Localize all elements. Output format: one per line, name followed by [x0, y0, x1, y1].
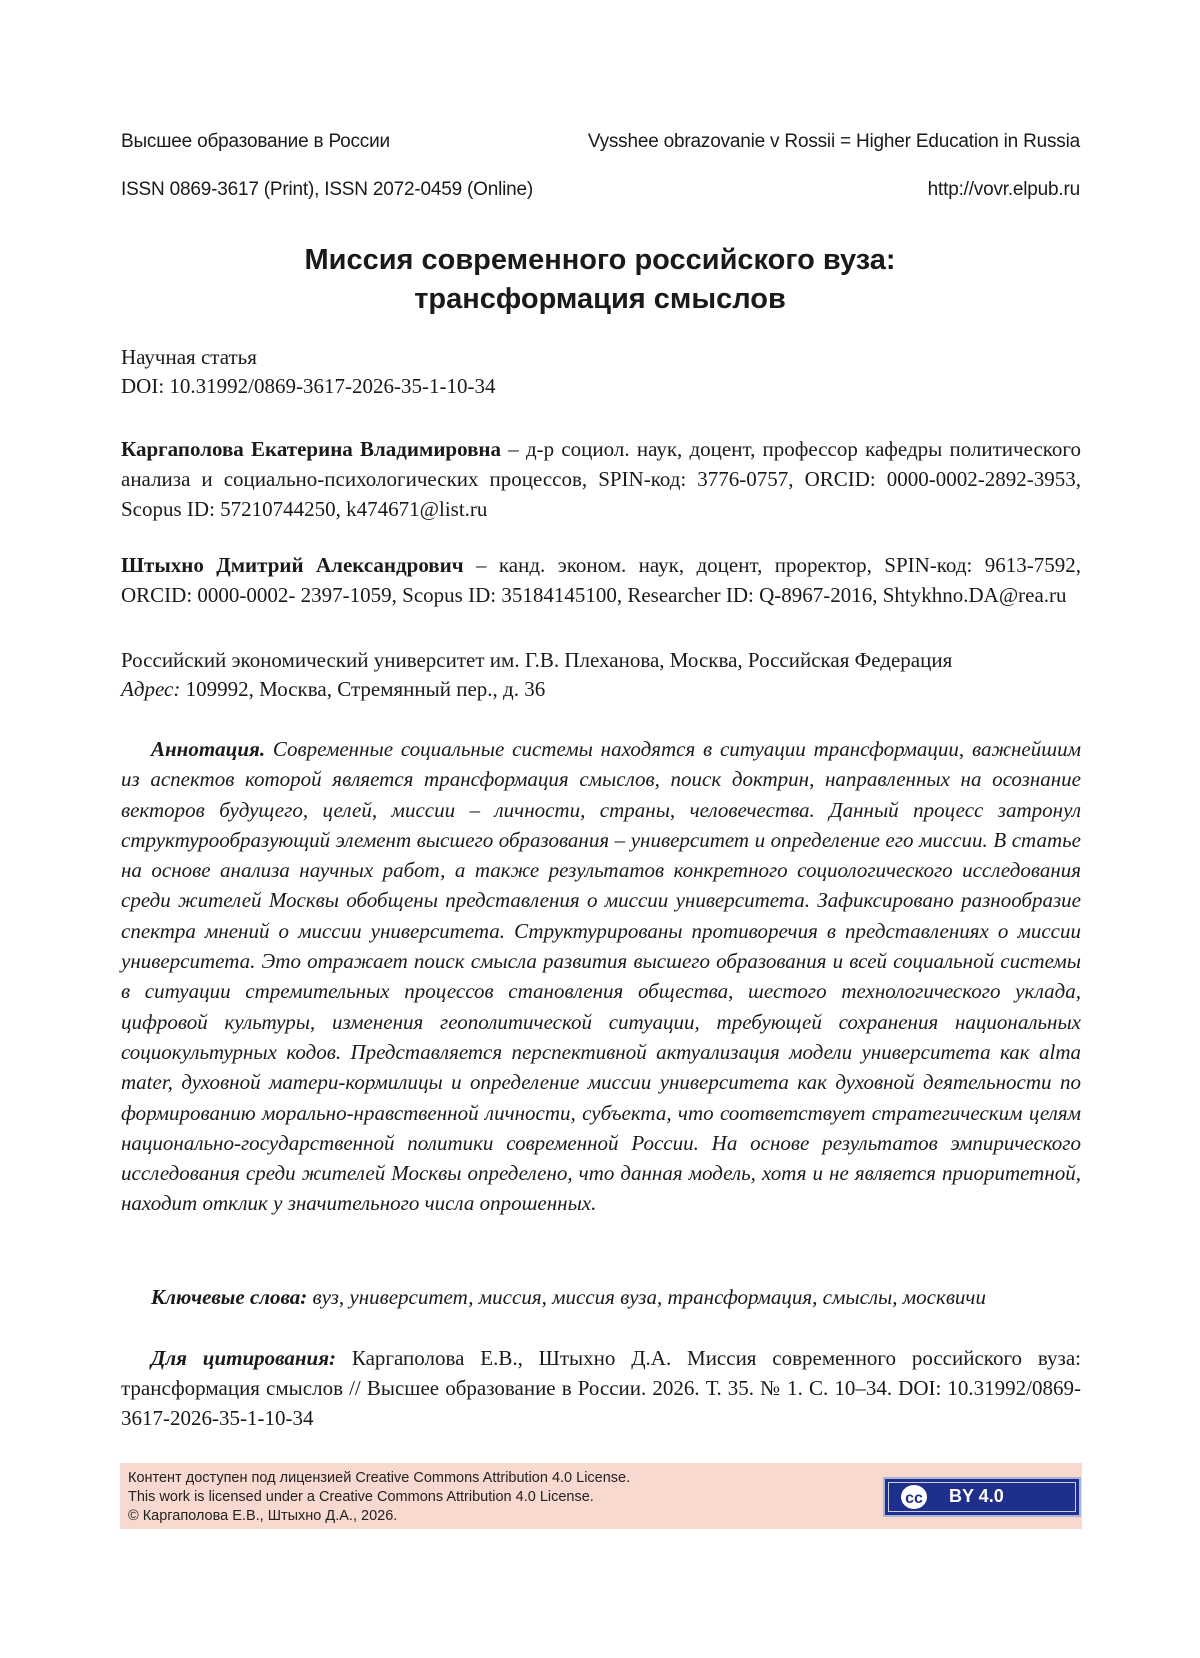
abstract	[121, 734, 1081, 1219]
journal-title-en: Vysshee obrazovanie v Rossii = Higher Education in Russia	[587, 131, 1080, 152]
address-label: Адрес:	[121, 677, 181, 701]
issn: ISSN 0869-3617 (Print), ISSN 2072-0459 (Online)	[121, 179, 533, 200]
cc-license-label: BY 4.0	[949, 1486, 1004, 1506]
license-text	[128, 1469, 630, 1526]
citation	[121, 1343, 1081, 1433]
article-title-line-1: Миссия современного российского вуза:	[304, 244, 896, 276]
abstract-label: Аннотация.	[151, 737, 266, 761]
license-box	[120, 1463, 1082, 1529]
license-line-en: This work is licensed under a Creative Commons Attribution 4.0 License.	[128, 1489, 594, 1505]
keywords	[121, 1282, 1081, 1312]
license-line-ru: Контент доступен под лицензией Creative Commons Attribution 4.0 License.	[128, 1470, 631, 1486]
author-2-details: – канд. эконом. наук, доцент, проректор, SPIN-код: 9613-7592, ORCID: 0000-0002- 2397-1059, Scopus ID: 35184145100, Researcher ID: Q-8967-2016, Shtykhno.DA@rea.ru	[121, 553, 1082, 607]
article-doi[interactable]: DOI: 10.31992/0869-3617-2026-35-1-10-34	[121, 374, 496, 398]
article-type: Научная статья	[121, 345, 257, 369]
article-title-line-2: трансформация смыслов	[414, 283, 786, 315]
author-2	[121, 550, 1081, 610]
copyright-line: © Каргаполова Е.В., Штыхно Д.А., 2026.	[128, 1508, 398, 1524]
author-1-name: Каргаполова Екатерина Владимировна	[121, 437, 502, 461]
citation-label: Для цитирования:	[151, 1346, 337, 1370]
address	[121, 677, 545, 702]
keywords-text: вуз, университет, миссия, миссия вуза, трансформация, смыслы, москвичи	[307, 1285, 986, 1309]
abstract-text: Современные социальные системы находятся в ситуации трансформации, важнейшим из аспектов которой является трансформация смыслов, поиск доктрин, направленных на осознание векторов будущего, целей, миссии – личности, страны, человечества. Данный процесс затронул структурообразующий элемент высшего образования – университет и определение его миссии. В статье на основе анализа научных работ, а также результатов конкретного социологического исследования среди жителей Москвы обобщены представления о миссии университета. Зафиксировано разнообразие спектра мнений о миссии университета. Структурированы противоречия в представлениях о миссии университета. Это отражает поиск смысла развития высшего образования и всей социальной системы в ситуации стремительных процессов становления общества, шестого технологического уклада, цифровой культуры, изменения геополитической ситуации, требующей сохранения национальных социокультурных кодов. Представляется перспективной актуализация модели университета как alma mater, духовной матери-кормилицы и определение миссии университета как духовной деятельности по формированию морально-нравственной личности, субъекта, что соответствует стратегическим целям национально-государственной политики современной России. На основе результатов эмпирического исследования среди жителей Москвы определено, что данная модель, хотя и не является приоритетной, находит отклик у значительного числа опрошенных.	[121, 737, 1081, 1216]
cc-icon: cc	[899, 1483, 929, 1511]
author-1-details: – д-р социол. наук, доцент, профессор кафедры политического анализа и социально-психологических процессов, SPIN-код: 3776-0757, ORCID: 0000-0002-2892-3953, Scopus ID: 57210744250, k474671@list.ru	[121, 437, 1082, 521]
author-1	[121, 434, 1081, 524]
citation-text: Каргаполова Е.В., Штыхно Д.А. Миссия современного российского вуза: трансформация смыслов // Высшее образование в России. 2026. Т. 35. № 1. С. 10–34. DOI: 10.31992/0869-3617-2026-35-1-10-34	[121, 1346, 1081, 1430]
journal-url[interactable]: http://vovr.elpub.ru	[927, 179, 1080, 200]
author-2-name: Штыхно Дмитрий Александрович	[121, 553, 464, 577]
cc-by-badge[interactable]	[883, 1477, 1081, 1517]
affiliation: Российский экономический университет им. Г.В. Плеханова, Москва, Российская Федерация	[121, 648, 953, 672]
keywords-label: Ключевые слова:	[151, 1285, 308, 1309]
journal-title-ru: Высшее образование в России	[121, 131, 390, 152]
address-value: 109992, Москва, Стремянный пер., д. 36	[180, 677, 546, 701]
